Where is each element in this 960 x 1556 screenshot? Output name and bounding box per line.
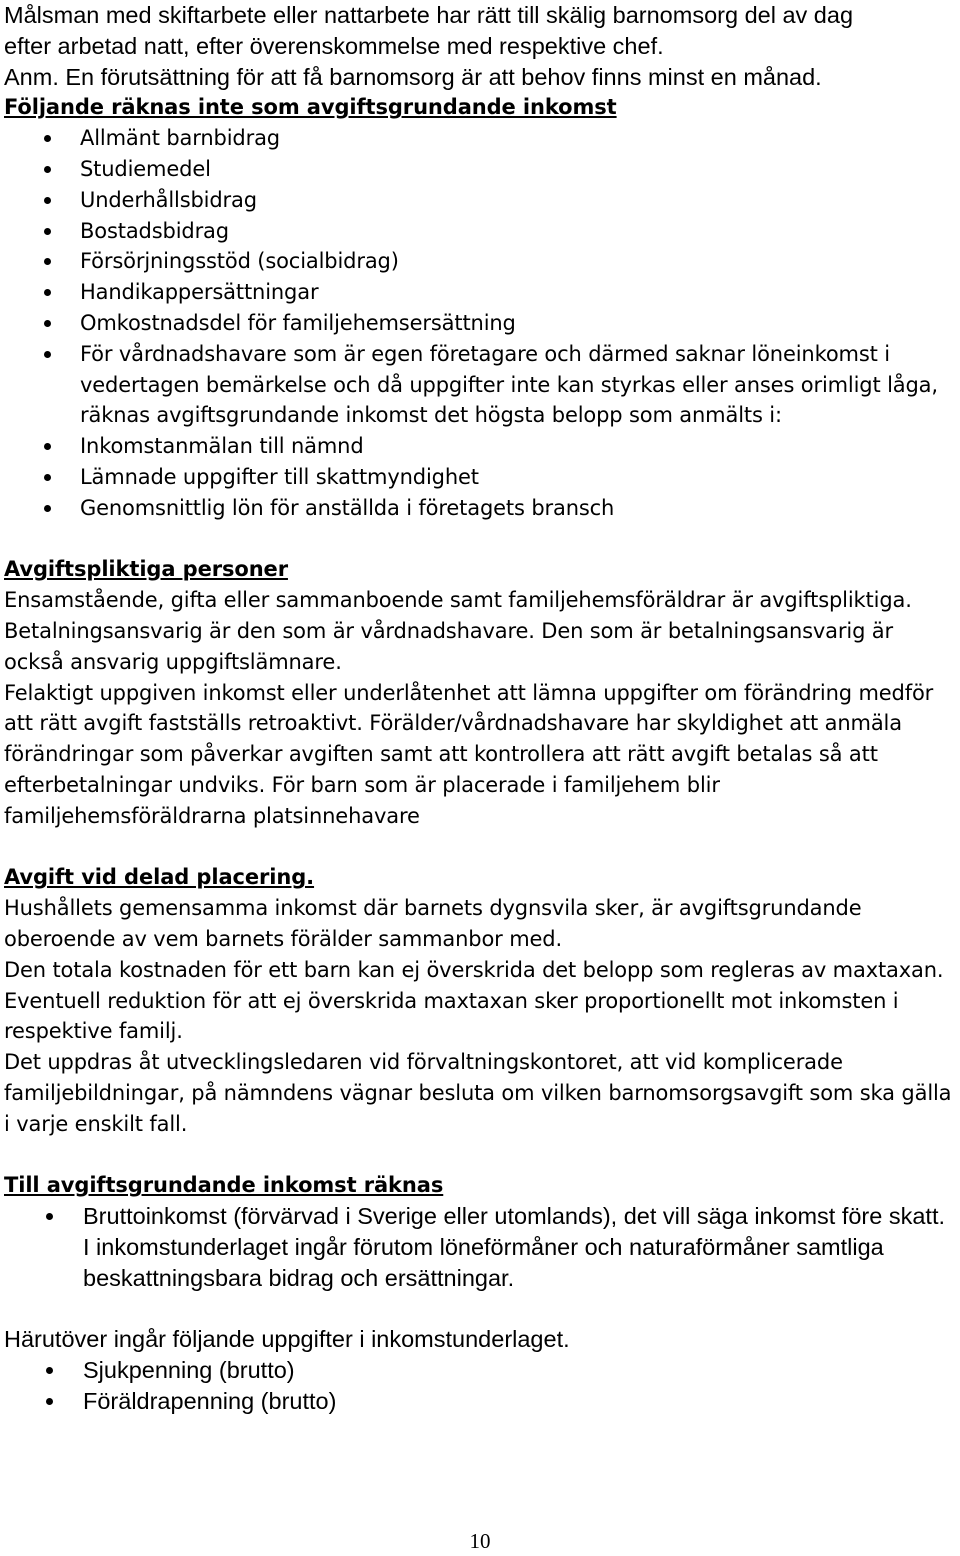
- bullet-icon: [44, 289, 51, 296]
- bullet-icon: [46, 1213, 53, 1220]
- list-item: För vårdnadshavare som är egen företagare och därmed saknar löneinkomst i vedertagen bemärkelse och då uppgifter inte kan styrkas eller anses orimligt låga, räknas avgiftsgrundande inkomst det högsta belopp som anmälts i:: [4, 339, 958, 431]
- intro-line-1: Målsman med skiftarbete eller nattarbete har rätt till skälig barnomsorg del av dag: [4, 2, 854, 28]
- list-item: Omkostnadsdel för familjehemsersättning: [4, 308, 958, 339]
- list-item: Studiemedel: [4, 154, 958, 185]
- bullet-icon: [44, 166, 51, 173]
- list-item: Allmänt barnbidrag: [4, 123, 958, 154]
- paragraph: Hushållets gemensamma inkomst där barnets dygnsvila sker, är avgiftsgrundande oberoende av vem barnets förälder sammanbor med.: [4, 896, 862, 951]
- not-income-list: [4, 123, 958, 523]
- bullet-icon: [44, 135, 51, 142]
- list-item: Bruttoinkomst (förvärvad i Sverige eller utomlands), det vill säga inkomst före skatt.: [4, 1201, 958, 1232]
- spacer: [4, 524, 958, 555]
- income-includes-list: [4, 1201, 958, 1232]
- list-item: Handikappersättningar: [4, 277, 958, 308]
- list-item: Försörjningsstöd (socialbidrag): [4, 246, 958, 277]
- bullet-icon: [44, 474, 51, 481]
- paragraph: Det uppdras åt utvecklingsledaren vid förvaltningskontoret, att vid komplicerade familjebildningar, på nämndens vägnar besluta om vilken barnomsorgsavgift som ska gälla i varje enskilt fall.: [4, 1050, 952, 1136]
- list-item: Sjukpenning (brutto): [4, 1355, 958, 1386]
- intro-line-3: Anm. En förutsättning för att få barnomsorg är att behov finns minst en månad.: [4, 63, 822, 90]
- bullet-icon: [44, 320, 51, 327]
- bullet-icon: [44, 505, 51, 512]
- additional-income-list: [4, 1355, 958, 1417]
- list-item: Lämnade uppgifter till skattmyndighet: [4, 462, 958, 493]
- bullet-icon: [46, 1398, 53, 1405]
- list-item: Bostadsbidrag: [4, 216, 958, 247]
- section-heading-liable-persons: Avgiftspliktiga personer: [4, 557, 288, 582]
- additional-income-intro: Härutöver ingår följande uppgifter i inkomstunderlaget.: [4, 1326, 570, 1353]
- paragraph: Ensamstående, gifta eller sammanboende samt familjehemsföräldrar är avgiftspliktiga. Betalningsansvarig är den som är vårdnadshavare. Den som är betalningsansvarig är också ansvarig uppgiftslämnare.: [4, 588, 912, 674]
- bullet-icon: [44, 228, 51, 235]
- spacer: [4, 832, 958, 863]
- section-heading-not-income: Följande räknas inte som avgiftsgrundande inkomst: [4, 95, 617, 120]
- section-heading-income-includes: Till avgiftsgrundande inkomst räknas: [4, 1173, 444, 1198]
- bullet-icon: [44, 258, 51, 265]
- bullet-icon: [44, 351, 51, 358]
- list-item: Inkomstanmälan till nämnd: [4, 431, 958, 462]
- page-number: 10: [469, 1529, 491, 1553]
- paragraph: Den totala kostnaden för ett barn kan ej överskrida det belopp som regleras av maxtaxan. Eventuell reduktion för att ej överskrida maxtaxan sker proportionellt mot inkomsten i respektive familj.: [4, 957, 944, 1044]
- spacer: [4, 1139, 958, 1170]
- spacer: [4, 1293, 958, 1324]
- list-item-continuation: I inkomstunderlaget ingår förutom löneförmåner och naturaförmåner samtliga beskattningsbara bidrag och ersättningar.: [83, 1233, 884, 1291]
- intro-line-2: efter arbetad natt, efter överenskommelse med respektive chef.: [4, 32, 664, 59]
- bullet-icon: [44, 197, 51, 204]
- list-item: Underhållsbidrag: [4, 185, 958, 216]
- bullet-icon: [44, 443, 51, 450]
- paragraph: Felaktigt uppgiven inkomst eller underlåtenhet att lämna uppgifter om förändring medför att rätt avgift fastställs retroaktivt. Förälder/vårdnadshavare har skyldighet att anmäla förändringar som påverkar avgiften samt att kontrollera att rätt avgift betalas så att efterbetalningar undviks. För barn som är placerade i familjehem blir familjehemsföräldrarna platsinnehavare: [4, 680, 934, 828]
- section-heading-shared-placement: Avgift vid delad placering.: [4, 865, 315, 890]
- list-item: Genomsnittlig lön för anställda i företagets bransch: [4, 493, 958, 524]
- list-item: Föräldrapenning (brutto): [4, 1386, 958, 1417]
- shared-placement-text: [4, 893, 958, 1139]
- liable-persons-text: [4, 585, 958, 831]
- intro-text: [4, 0, 958, 92]
- document-page: [4, 0, 958, 1417]
- bullet-icon: [46, 1367, 53, 1374]
